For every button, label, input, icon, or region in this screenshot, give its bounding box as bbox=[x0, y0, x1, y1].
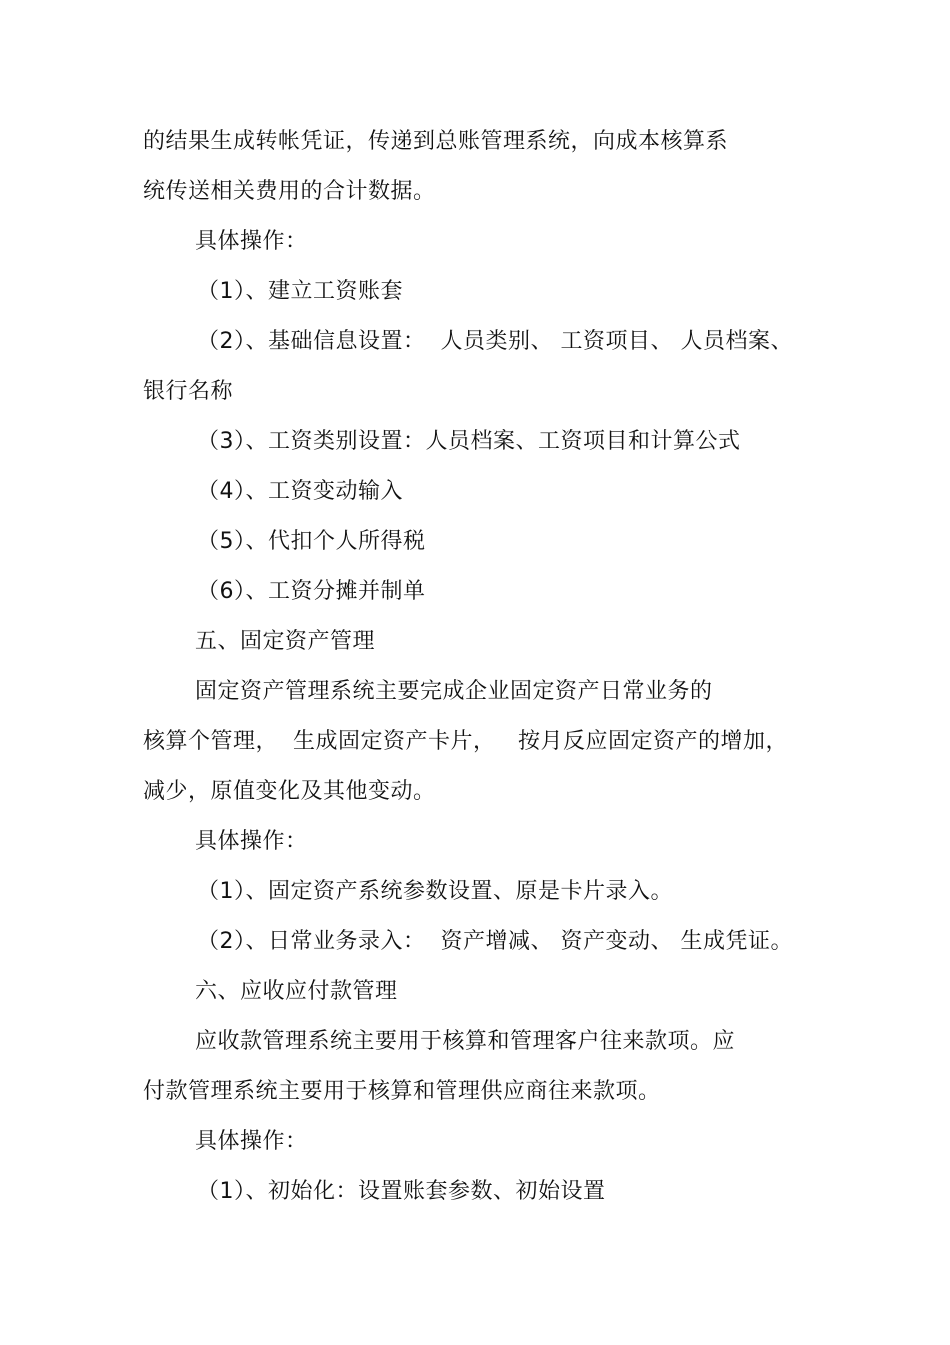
list-item: （5）、代扣个人所得税 bbox=[197, 529, 426, 554]
list-item: （2）、基础信息设置： 人员类别、 工资项目、 人员档案、 bbox=[197, 329, 793, 354]
body-text-line: 应收款管理系统主要用于核算和管理客户往来款项。应 bbox=[195, 1029, 736, 1054]
list-item: （3）、工资类别设置：人员档案、工资项目和计算公式 bbox=[197, 429, 741, 454]
section-heading: 五、固定资产管理 bbox=[195, 629, 376, 654]
list-item-continuation: 银行名称 bbox=[143, 379, 234, 404]
body-text-line: 统传送相关费用的合计数据。 bbox=[143, 179, 436, 204]
body-text-line: 付款管理系统主要用于核算和管理供应商往来款项。 bbox=[143, 1079, 661, 1104]
body-text-line: 的结果生成转帐凭证，传递到总账管理系统，向成本核算系 bbox=[143, 129, 729, 154]
list-item: （1）、初始化：设置账套参数、初始设置 bbox=[197, 1179, 606, 1204]
section-heading: 六、应收应付款管理 bbox=[195, 979, 398, 1004]
list-item: （1）、固定资产系统参数设置、原是卡片录入。 bbox=[197, 879, 673, 904]
subheading-operations: 具体操作： bbox=[195, 829, 308, 854]
list-item: （6）、工资分摊并制单 bbox=[197, 579, 426, 604]
list-item: （2）、日常业务录入： 资产增减、 资产变动、 生成凭证。 bbox=[197, 929, 793, 954]
list-item: （4）、工资变动输入 bbox=[197, 479, 403, 504]
body-text-line: 减少，原值变化及其他变动。 bbox=[143, 779, 436, 804]
subheading-operations: 具体操作： bbox=[195, 229, 308, 254]
body-text-line: 固定资产管理系统主要完成企业固定资产日常业务的 bbox=[195, 679, 713, 704]
subheading-operations: 具体操作： bbox=[195, 1129, 308, 1154]
list-item: （1）、建立工资账套 bbox=[197, 279, 403, 304]
body-text-line: 核算个管理， 生成固定资产卡片， 按月反应固定资产的增加， bbox=[143, 729, 788, 754]
